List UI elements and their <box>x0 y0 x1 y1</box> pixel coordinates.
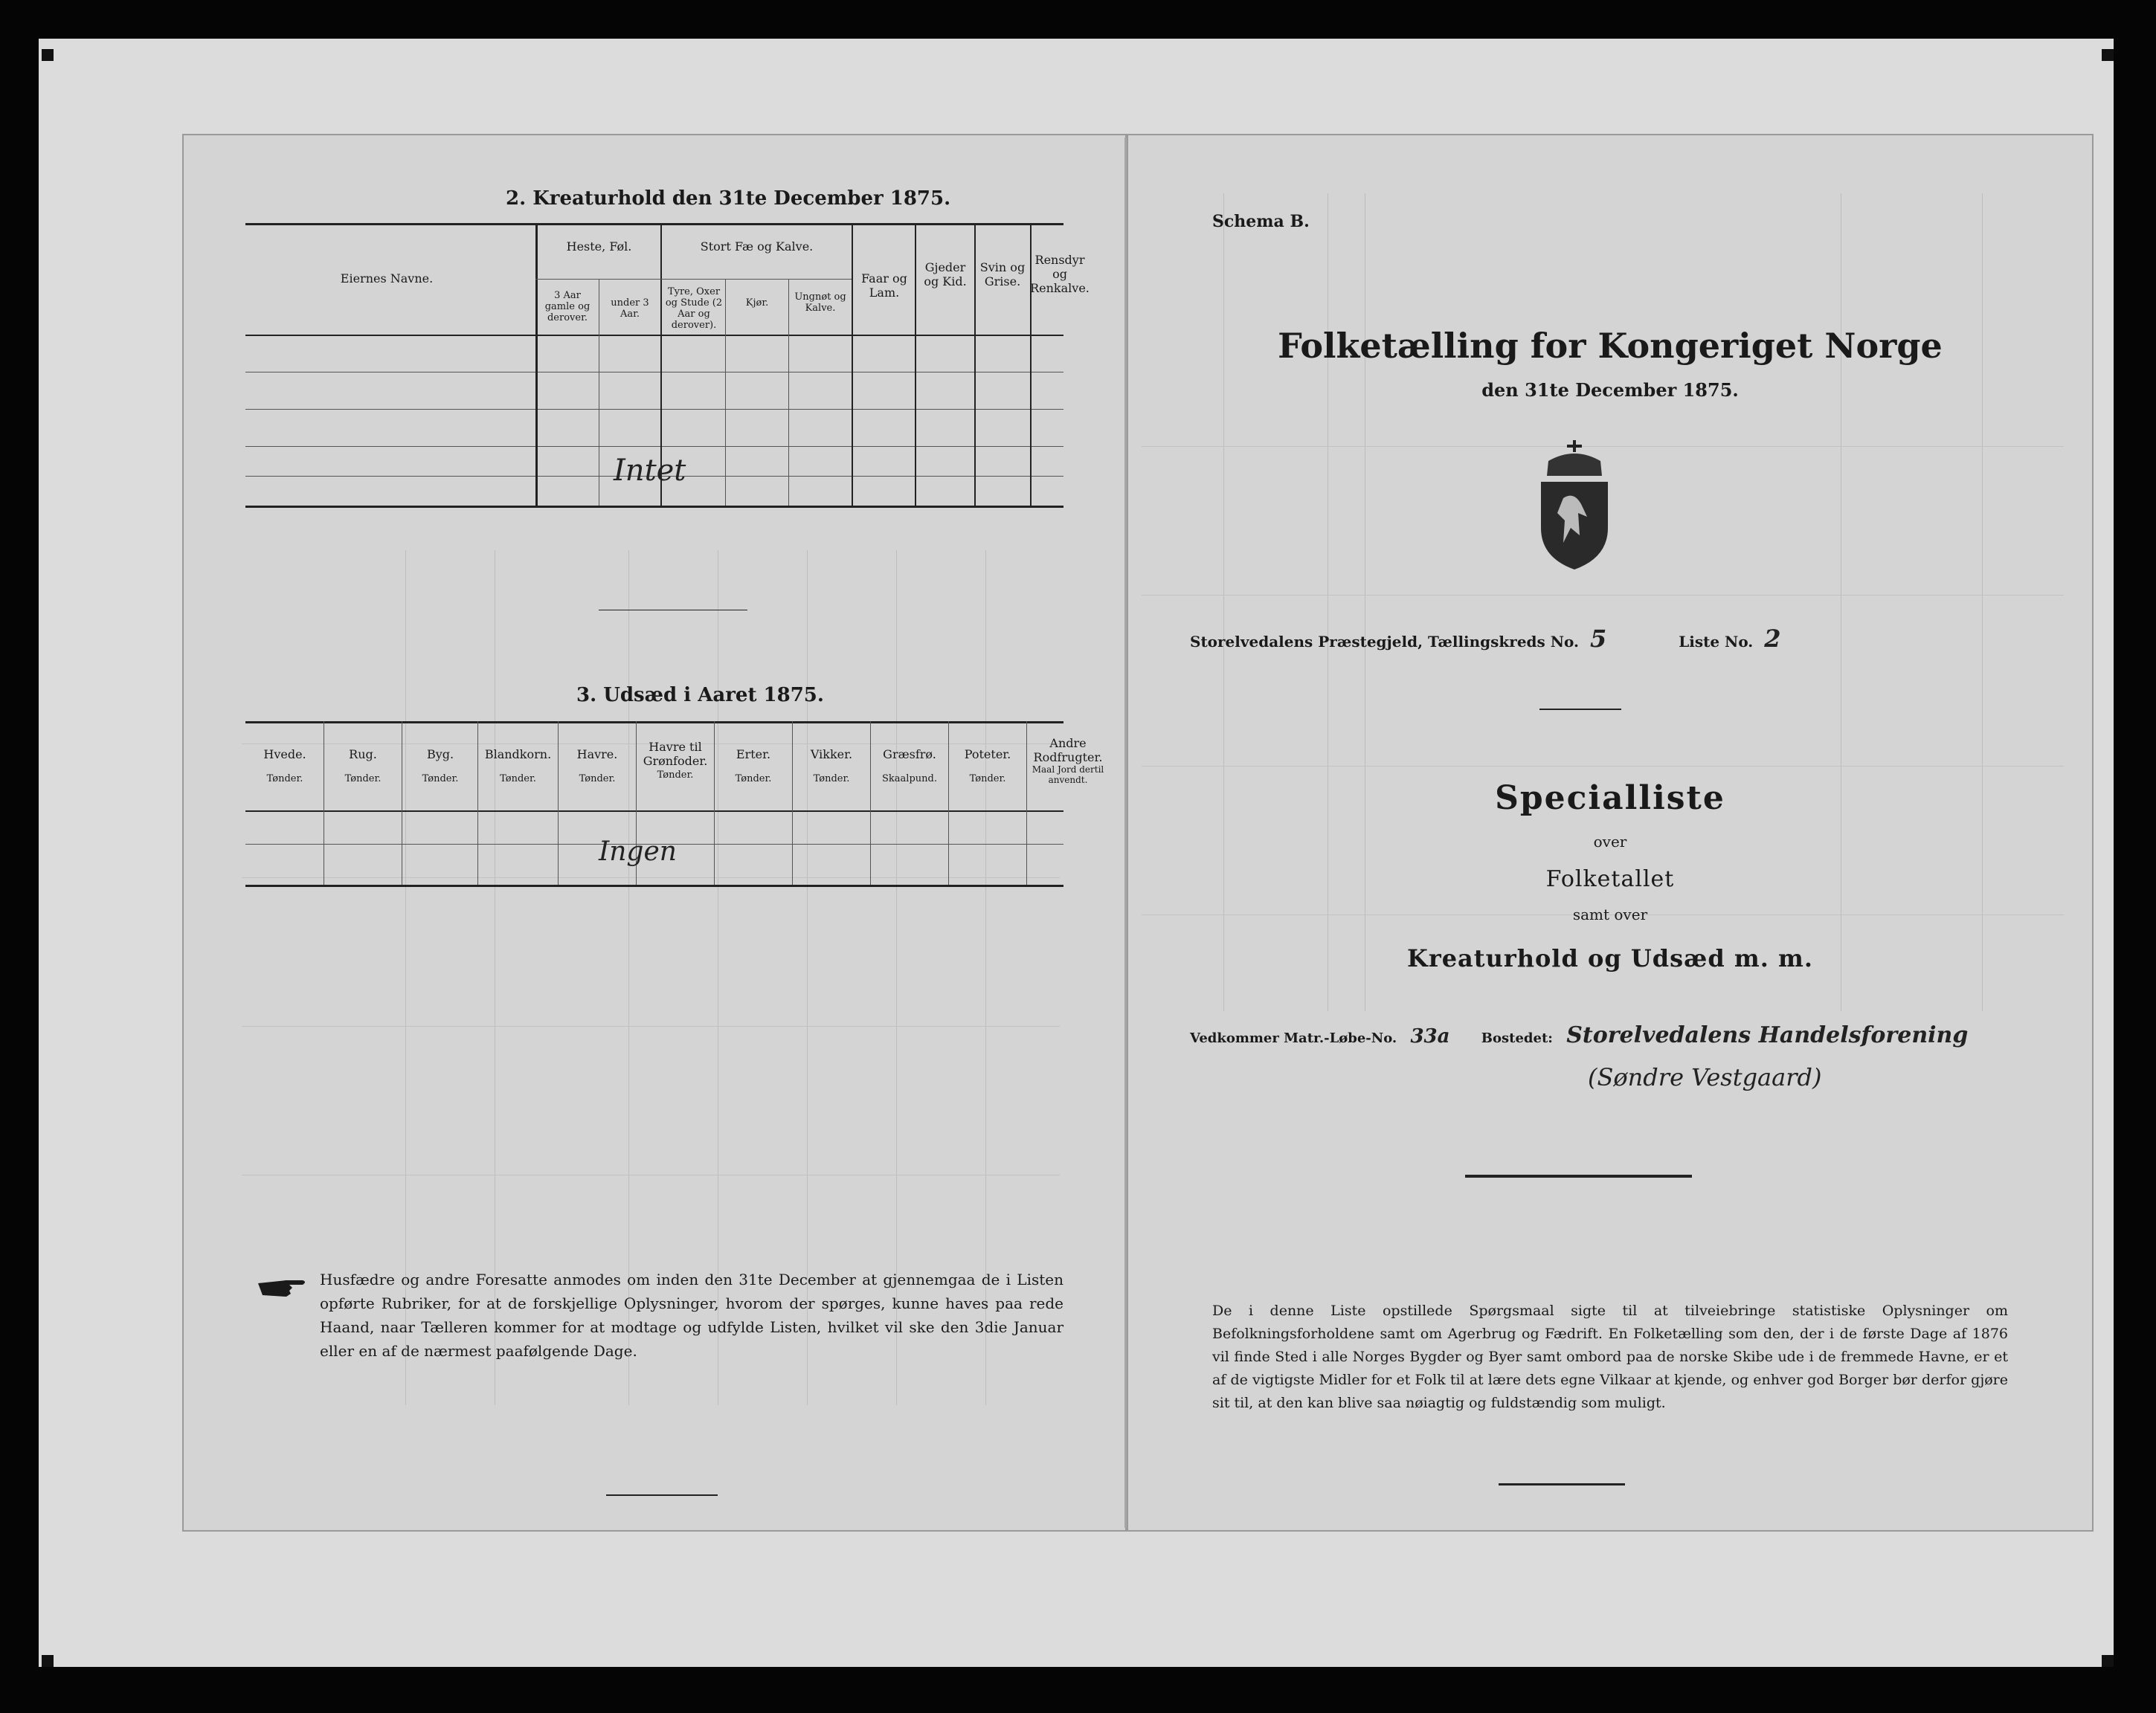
col-pigs: Svin og Grise. <box>979 260 1026 288</box>
handwritten-ingen: Ingen <box>599 836 677 867</box>
over-text-1: over <box>1593 833 1627 851</box>
udsaed-col-2 <box>403 747 477 786</box>
matr-label: Vedkommer Matr.-Løbe-No. <box>1190 1030 1397 1046</box>
udsaed-col-3 <box>479 747 557 786</box>
footer-text: De i denne Liste opstillede Spørgsmaal sigte til at tilveiebringe statistiske Oplysninger om Befolkningsforholdene samt om Agerbrug og Fædrift. En Folketælling som den, der i de første Dage af 1876 vil finde Sted i alle Norges Bygder og Byer samt ombord paa de norske Skibe ude i de fremmede Havne, er et af de vigtigste Midler for et Folk til at lære dets egne Vilkaar at kjende, og enhver god Borger bør derfor gjøre sit til, at den kan blive saa nøiagtig og fuldstændig som muligt. <box>1212 1303 2008 1411</box>
list-number: 2 <box>1764 625 1781 653</box>
registration-mark-top-left <box>42 49 54 61</box>
udsaed-col-2-unit: Tønder. <box>422 773 459 784</box>
district-number: 5 <box>1589 625 1607 653</box>
bosted-label: Bostedet: <box>1481 1030 1553 1046</box>
bosted-line-2: (Søndre Vestgaard) <box>1588 1063 1822 1091</box>
udsaed-col-6 <box>715 747 791 786</box>
udsaed-col-0-unit: Tønder. <box>266 773 303 784</box>
udsaed-col-10-name: Andre Rodfrugter. <box>1033 736 1103 764</box>
udsaed-col-8 <box>872 747 947 786</box>
col-reindeer: Rensdyr og Renkalve. <box>1030 253 1090 295</box>
udsaed-col-6-name: Erter. <box>736 747 771 761</box>
parish-line <box>1190 625 2082 653</box>
udsaed-col-9 <box>950 747 1026 786</box>
registration-mark-top-right <box>2102 49 2114 61</box>
folketallet-title: Folketallet <box>1545 866 1675 892</box>
group-cattle: Stort Fæ og Kalve. <box>700 239 814 254</box>
bosted-line-1: Storelvedalens Handelsforening <box>1566 1022 1969 1048</box>
udsaed-col-5-name: Havre til Grønfoder. <box>643 740 708 768</box>
udsaed-col-1 <box>325 747 401 786</box>
left-page <box>182 134 1127 1532</box>
udsaed-col-7-unit: Tønder. <box>813 773 850 784</box>
pointing-hand-icon <box>257 1273 309 1303</box>
udsaed-col-9-unit: Tønder. <box>969 773 1006 784</box>
col-goats: Gjeder og Kid. <box>924 260 967 288</box>
col-owner-name: Eiernes Navne. <box>340 271 434 286</box>
schema-label: Schema B. <box>1212 212 1310 231</box>
col-sheep: Faar og Lam. <box>861 271 907 300</box>
udsaed-col-9-name: Poteter. <box>964 747 1011 761</box>
group-horses: Heste, Føl. <box>566 239 632 254</box>
cattle-young-calves: Ungnøt og Kalve. <box>794 291 846 314</box>
samt-over-text: samt over <box>1572 906 1648 923</box>
horses-under-3-years: under 3 Aar. <box>611 297 649 320</box>
udsaed-col-10-unit: Maal Jord dertil anvendt. <box>1032 764 1104 785</box>
udsaed-col-7-name: Vikker. <box>810 747 853 761</box>
udsaed-col-1-unit: Tønder. <box>344 773 382 784</box>
right-page <box>1127 134 2094 1532</box>
udsaed-col-0-name: Hvede. <box>263 747 306 761</box>
udsaed-col-5 <box>637 740 713 782</box>
kreatur-udsaed-title: Kreaturhold og Udsæd m. m. <box>1407 944 1813 972</box>
udsaed-col-0 <box>247 747 323 786</box>
handwritten-intet: Intet <box>614 454 686 488</box>
registration-mark-bottom-right <box>2102 1655 2114 1667</box>
udsaed-col-3-name: Blandkorn. <box>484 747 552 761</box>
udsaed-col-5-unit: Tønder. <box>657 770 694 781</box>
horses-3-years-older: 3 Aar gamle og derover. <box>544 290 591 323</box>
udsaed-col-1-name: Rug. <box>349 747 377 761</box>
matr-line <box>1190 1022 2082 1048</box>
udsaed-col-3-unit: Tønder. <box>500 773 536 784</box>
udsaed-col-10 <box>1028 736 1108 785</box>
main-title: Folketælling for Kongeriget Norge <box>1278 326 1943 366</box>
census-date: den 31te December 1875. <box>1481 379 1739 401</box>
cattle-bulls-oxen: Tyre, Oxer og Stude (2 Aar og derover). <box>665 286 723 331</box>
udsaed-col-4 <box>559 747 635 786</box>
list-label: Liste No. <box>1679 633 1754 651</box>
special-list-title: Specialliste <box>1495 779 1725 817</box>
udsaed-col-6-unit: Tønder. <box>735 773 772 784</box>
matr-number: 33a <box>1410 1025 1450 1048</box>
norway-coat-of-arms-icon <box>1534 439 1615 572</box>
udsaed-col-4-unit: Tønder. <box>579 773 616 784</box>
udsaed-col-8-name: Græsfrø. <box>883 747 936 761</box>
udsaed-col-2-name: Byg. <box>426 747 454 761</box>
cattle-cows: Kjør. <box>745 297 769 309</box>
registration-mark-bottom-left <box>42 1655 54 1667</box>
parish-label: Storelvedalens Præstegjeld, Tællingskreds No. <box>1190 633 1579 651</box>
notice-text: Husfædre og andre Foresatte anmodes om inden den 31te December at gjennemgaa de i Listen opførte Rubriker, for at de forskjellige Oplysninger, hvorom der spørges, kunne haves paa rede Haand, naar Tælleren kommer for at modtage og udfylde Listen, hvilket vil ske den 3die Januar eller en af de nærmest paafølgende Dage. <box>320 1271 1063 1360</box>
udsaed-title: 3. Udsæd i Aaret 1875. <box>576 684 824 706</box>
kreatur-title: 2. Kreaturhold den 31te December 1875. <box>506 187 951 210</box>
udsaed-col-7 <box>794 747 869 786</box>
udsaed-col-8-unit: Skaalpund. <box>882 773 937 784</box>
udsaed-col-4-name: Havre. <box>576 747 618 761</box>
